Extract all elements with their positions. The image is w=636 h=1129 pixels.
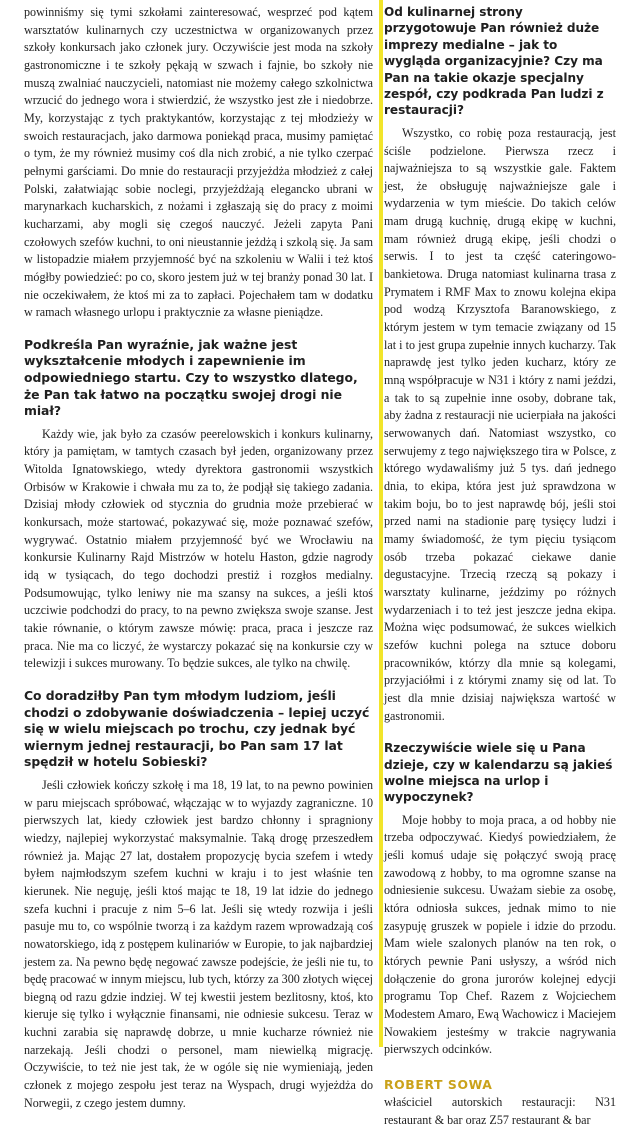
answer-media-events: Wszystko, co robię poza restauracją, jest ściśle podzielone. Pierwsza rzecz i najważniejsza to są wszystkie gale. Faktem jest, że obsługuję najważniejsze gale i wydarzenia w tym mieście. Do takich celów mam drugą kuchnię, drugą ekipę w kuchni, mam również drugą ekipę, jeśli chodzi o serwis. I to jest ta część cateringowo-bankietowa. Druga natomiast kulinarna trasa z Prymatem i RMF Max to znowu kolejna ekipa pod wodzą Krzysztofa Baranowskiego, z którym jestem w tym temacie związany od 15 lat i to jest grupa zupełnie innych kucharzy. Tak naprawdę jest tylko jeden kucharz, który ze mną współpracuje w N31 i który z nami jeździ, a tak to są zupełnie inne osoby, dobrane tak, aby żadna z restauracji nie ucierpiała na jakości serwowanych dań. Natomiast wszystko, co serwujemy z tego największego tira w Polsce, z którego wydawaliśmy już 5 tys. dań jednego dnia, to ekipa, która jest już sprawdzona w takim boju, bo to jest naprawdę bój, jeśli stoi przed nami na stadionie parę tysięcy ludzi i mamy świadomość, że tym pięciu tysiącom osób trzeba pokazać ciekawe danie degustacyjne. Trzecią rzeczą są pokazy i warsztaty kulinarne, jeździmy po różnych wydarzeniach i to też jest jeszcze jedna ekipa. Można więc podsumować, że sukces wielkich szefów kuchni polega na sztuce doboru pracowników, którzy dla mnie są kolegami, przyjaciółmi i z którymi znamy się od lat. To jest dla mnie dzisiaj największa wartość w gastronomii. <box>384 125 616 723</box>
right-column <box>384 4 616 1129</box>
author-bio: właściciel autorskich restauracji: N31 restaurant & bar oraz Z57 restaurant & bar <box>384 1094 616 1127</box>
column-divider <box>379 0 383 1047</box>
question-vacation: Rzeczywiście wiele się u Pana dzieje, czy w kalendarzu są jakieś wolne miejsca na urlop i wypoczynek? <box>384 741 613 805</box>
question-experience: Co doradziłby Pan tym młodym ludziom, jeśli chodzi o zdobywanie doświadczenia – lepiej uczyć się w wielu miejscach po trochu, czy jednak być wiernym jednej restauracji, bo Pan sam 17 lat spędził w hotelu Sobieski? <box>24 687 370 770</box>
question-education: Podkreśla Pan wyraźnie, jak ważne jest wykształcenie młodych i zapewnienie im odpowiedniego startu. Czy to wszystko dlatego, że Pan tak łatwo na początku swojej drogi nie miał? <box>24 336 358 419</box>
author-name: ROBERT SOWA <box>384 1076 493 1092</box>
answer-experience: Jeśli człowiek kończy szkołę i ma 18, 19 lat, to na pewno powinien w paru miejscach spróbować, włączając w to wyjazdy zagraniczne. 10 pierwszych lat, kiedy człowiek jest bardzo chłonny i spragniony wiedzy, najlepiej wykorzystać maksymalnie. Taką drogę przeszedłem również ja. Mając 27 lat, dostałem propozycję bycia szefem i wtedy byłem najmłodszym szefem kuchni w kraju i to jest właśnie ten kierunek. Nie neguję, jeśli ktoś mając te 18, 19 lat idzie do jednego szefa kuchni i pracuje z nim 5–6 lat. Jeśli się wtedy rozwija i jeśli pasuje mu to, co wspólnie tworzą i za każdym razem wprowadzają coś nowatorskiego, idą z postępem kulinariów w Europie, to jak najbardziej jestem za. Na pewno będę negować zawsze podejście, że jeśli nie tu, to będę pracować w innym miejscu, lub tych, którzy za 300 złotych więcej biegną od razu gdzie indziej. W tej kwestii jestem bezlitosny, ktoś, kto kieruje się tylko i wyłącznie finansami, nie odniesie sukcesu. Teraz w kuchni zarabia się naprawdę dobrze, u mnie kucharze również nie narzekają. Jeśli chodzi o personel, mam niewielką migrację. Oczywiście, to też nie jest tak, że w ogóle się nie wymieniają, jeden członek z mojego zespołu jest teraz na Wyspach, drugi wyjeżdża do Norwegii, z czego jestem dumny. <box>24 777 373 1110</box>
left-column <box>24 4 373 1112</box>
answer-education: Każdy wie, jak było za czasów peerelowskich i konkurs kulinarny, który ja pamiętam, w tamtych czasach był jeden, organizowany przez Witolda Ignatowskiego, wtedy dyrektora gastronomii wszystkich Orbisów w Krakowie i chwała mu za to, że podjął się takiego zadania. Dzisiaj młody człowiek od stycznia do grudnia może przebierać w konkursach, może startować, pokazywać się, może poznawać szefów, wygrywać. Ostatnio miałem przyjemność być we Wrocławiu na konkursie Kulinarny Rajd Mistrzów w hotelu Haston, gdzie nagrody idą w tysiącach, do tego dochodzi prestiż i rozgłos medialny. Podsumowując, tylko leniwy nie ma szansy na sukces, a jeśli ktoś uczciwie podchodzi do pracy, to na pewno zwiększa swoje szanse. Jest takie równanie, o którym zawsze mówię: praca, praca i jeszcze raz praca. Nie ma co liczyć, że wystarczy pokazać się na konkursie czy w telewizji i sukces murowany. To będzie sukces, ale tylko na chwilę. <box>24 426 373 671</box>
question-media-events: Od kulinarnej strony przygotowuje Pan również duże imprezy medialne – jak to wygląda organizacyjnie? Czy ma Pan na takie okazje specjalny zespół, czy podkrada Pan ludzi z restauracji? <box>384 5 604 118</box>
paragraph-continuation: powinniśmy się tymi szkołami zainteresować, wesprzeć pod kątem warsztatów kulinarnych czy uczestnictwa w organizowanych przez szkoły konkursach jako członek jury. Oczywiście jest moda na szkoły gastronomiczne i te szkoły pękają w szwach i fajnie, bo szkoły nie muszą zwalniać nauczycieli, natomiast nie możemy całego szkolnictwa wrzucić do jednego wora i stwierdzić, że wszystko jest złe i niedobrze. My, korzystając z tych praktykantów, korzystając z tej młodzieży w swoich restauracjach, jako darmowa poniekąd praca, musimy pamiętać o tym, że my również musimy coś dla nich zrobić, a nie tylko czerpać pełnymi garściami. Do mnie do restauracji przyjeżdża młodzież z całej Polski, załatwiając sobie noclegi, przyjeżdżają elegancko ubrani w marynarkach kucharskich, z nożami i zgłaszają się do pracy z moimi kucharzami, aby mogli się czegoś nauczyć. Jeżeli zapyta Pani czołowych szefów kuchni, to oni nieustannie jeżdżą i szkolą się. Ja sam w listopadzie miałem przyjemność być na szkoleniu w Walii i też ktoś mógłby powiedzieć: po co, skoro jestem już w tej branży ponad 30 lat. I nie oczekiwałem, że ktoś mi za to zapłaci. Pojechałem tam w dodatku w ramach własnego urlopu i praktycznie za własne pieniądze. <box>24 5 373 320</box>
answer-vacation: Moje hobby to moja praca, a od hobby nie trzeba odpoczywać. Kiedyś powiedziałem, że jeśli komuś udaje się połączyć swoją pracę zawodową z hobby, to ma ogromne szanse na odniesienie sukcesu. Uważam siebie za osobę, która odniosła sukces, jednak mimo to nie zasypuję gruszek w popiele i idzie do przodu. Mam wiele szalonych planów na ten rok, o których pewnie Pani usłyszy, a wśród nich dołączenie do grona jurorów kolejnej edycji programu Top Chef. Razem z Wojciechem Modestem Amaro, Ewą Wachowicz i Maciejem Nowakiem jesteśmy w trakcie nagrywania pierwszych odcinków. <box>384 812 616 1057</box>
